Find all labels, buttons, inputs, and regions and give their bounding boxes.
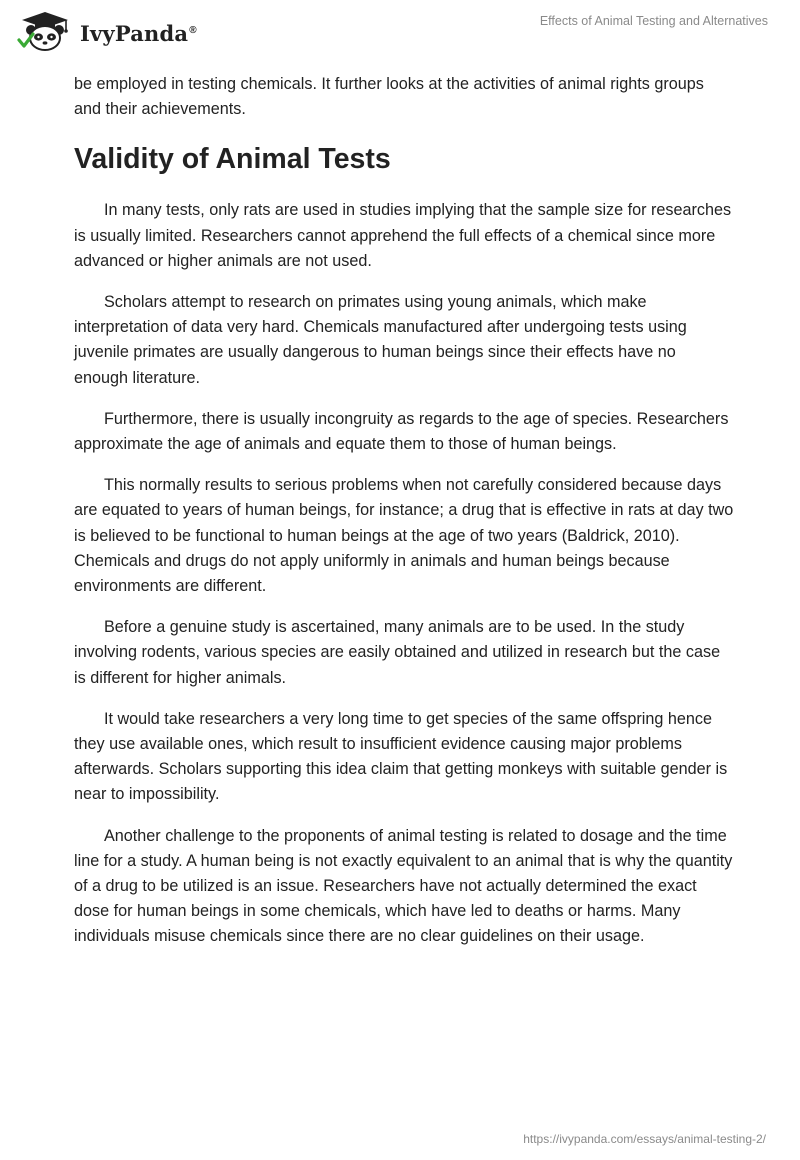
body-paragraph: Scholars attempt to research on primates using young animals, which make interpretation of data very hard. Chemicals manufactured after undergoing tests using juvenile primates are usually dangerous to human beings since their effects have no enough literature.	[74, 293, 687, 387]
body-paragraph: Another challenge to the proponents of animal testing is related to dosage and the time line for a study. A human being is not exactly equivalent to an animal that is why the quantity of a drug to be utilized is an issue. Researchers have not actually determined the exact dose for human beings in some chemicals, which have led to deaths or harms. Many individuals misuse chemicals since there are no clear guidelines on their usage.	[74, 826, 733, 946]
page-header	[0, 0, 800, 70]
lead-paragraph: be employed in testing chemicals. It further looks at the activities of animal rights groups and their achievements.	[74, 75, 704, 119]
body-paragraph: Before a genuine study is ascertained, many animals are to be used. In the study involving rodents, various species are easily obtained and utilized in research but the case is different for higher animals.	[74, 618, 721, 687]
body-paragraph: This normally results to serious problems when not carefully considered because days are equated to years of human beings, for instance; a drug that is effective in rats at day two is believed to be functional to human beings at the age of two years (Baldrick, 2010). Chemicals and drugs do not apply uniformly in animals and human beings because environments are different.	[74, 476, 734, 596]
body-paragraph: In many tests, only rats are used in studies implying that the sample size for researches is usually limited. Researchers cannot apprehend the full effects of a chemical since more advanced or higher animals are not used.	[74, 201, 732, 270]
body-paragraph: It would take researchers a very long time to get species of the same offspring hence they use available ones, which result to insufficient evidence causing major problems afterwards. Scholars supporting this idea claim that getting monkeys with suitable gender is near to impossibility.	[74, 709, 728, 804]
body-paragraph: Furthermore, there is usually incongruity as regards to the age of species. Researchers approximate the age of animals and equate them to those of human beings.	[74, 409, 729, 454]
panda-graduate-icon	[16, 10, 74, 52]
source-url[interactable]: https://ivypanda.com/essays/animal-testing-2/	[523, 1132, 766, 1146]
registered-mark: ®	[189, 24, 197, 36]
section-heading: Validity of Animal Tests	[74, 143, 391, 176]
document-title: Effects of Animal Testing and Alternatives	[539, 14, 768, 28]
brand-logo[interactable]	[16, 10, 197, 52]
brand-name: IvyPanda®	[80, 20, 197, 46]
essay-body	[74, 72, 734, 966]
